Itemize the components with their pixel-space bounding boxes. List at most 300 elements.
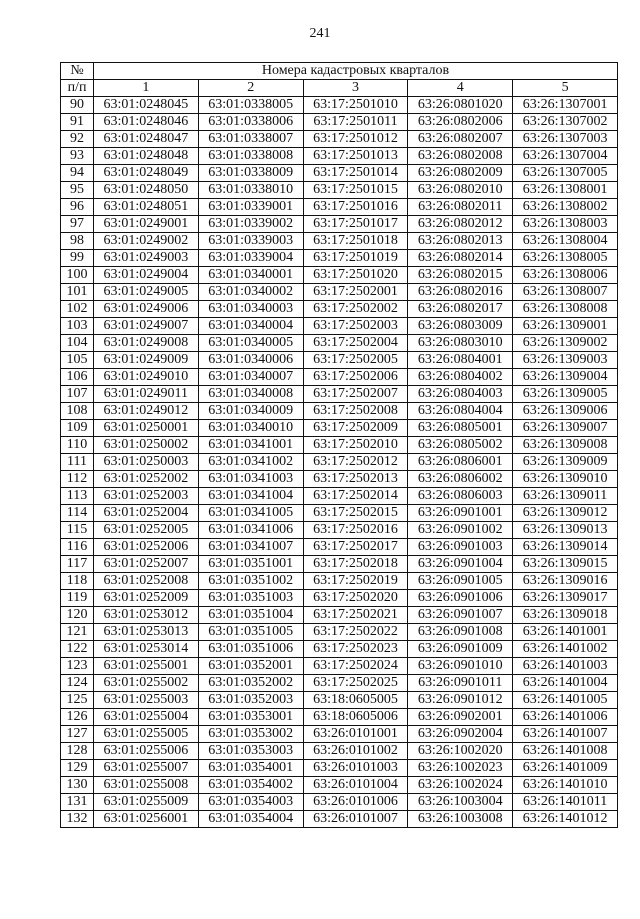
cadastral-number-cell: 63:26:1309009 [513, 454, 618, 471]
cadastral-number-cell: 63:01:0252003 [94, 488, 199, 505]
cadastral-number-cell: 63:01:0252006 [94, 539, 199, 556]
row-number-cell: 101 [61, 284, 94, 301]
cadastral-number-cell: 63:01:0340005 [198, 335, 303, 352]
table-row [61, 318, 618, 335]
cadastral-number-cell: 63:01:0250003 [94, 454, 199, 471]
row-number-cell: 113 [61, 488, 94, 505]
cadastral-number-cell: 63:01:0340001 [198, 267, 303, 284]
cadastral-number-cell: 63:26:1308004 [513, 233, 618, 250]
cadastral-number-cell: 63:17:2502024 [303, 658, 408, 675]
cadastral-number-cell: 63:17:2502016 [303, 522, 408, 539]
row-number-cell: 104 [61, 335, 94, 352]
row-number-cell: 110 [61, 437, 94, 454]
cadastral-number-cell: 63:17:2502017 [303, 539, 408, 556]
cadastral-number-cell: 63:01:0248049 [94, 165, 199, 182]
cadastral-number-cell: 63:01:0338008 [198, 148, 303, 165]
cadastral-number-cell: 63:01:0248046 [94, 114, 199, 131]
row-number-cell: 99 [61, 250, 94, 267]
table-row [61, 675, 618, 692]
cadastral-number-cell: 63:01:0338005 [198, 97, 303, 114]
cadastral-number-cell: 63:01:0253014 [94, 641, 199, 658]
cadastral-number-cell: 63:26:1309013 [513, 522, 618, 539]
row-number-cell: 97 [61, 216, 94, 233]
table-row [61, 97, 618, 114]
cadastral-number-cell: 63:01:0340003 [198, 301, 303, 318]
cadastral-number-cell: 63:01:0255002 [94, 675, 199, 692]
cadastral-number-cell: 63:26:0902001 [408, 709, 513, 726]
cadastral-number-cell: 63:01:0351003 [198, 590, 303, 607]
cadastral-number-cell: 63:01:0339004 [198, 250, 303, 267]
cadastral-number-cell: 63:17:2501017 [303, 216, 408, 233]
column-header: 3 [303, 80, 408, 97]
table-row [61, 692, 618, 709]
cadastral-number-cell: 63:26:1309015 [513, 556, 618, 573]
row-number-cell: 125 [61, 692, 94, 709]
table-row [61, 454, 618, 471]
table-row [61, 233, 618, 250]
cadastral-number-cell: 63:01:0255001 [94, 658, 199, 675]
row-number-cell: 107 [61, 386, 94, 403]
cadastral-number-cell: 63:26:0901007 [408, 607, 513, 624]
table-row [61, 250, 618, 267]
cadastral-number-cell: 63:26:1401003 [513, 658, 618, 675]
table-row [61, 403, 618, 420]
table-body [61, 97, 618, 828]
cadastral-number-cell: 63:26:1307003 [513, 131, 618, 148]
row-number-cell: 131 [61, 794, 94, 811]
table-row [61, 556, 618, 573]
cadastral-number-cell: 63:17:2502010 [303, 437, 408, 454]
cadastral-number-cell: 63:26:0802010 [408, 182, 513, 199]
cadastral-number-cell: 63:26:1002020 [408, 743, 513, 760]
cadastral-number-cell: 63:01:0255005 [94, 726, 199, 743]
cadastral-number-cell: 63:17:2502023 [303, 641, 408, 658]
cadastral-number-cell: 63:26:0805001 [408, 420, 513, 437]
table-row [61, 301, 618, 318]
cadastral-number-cell: 63:17:2502001 [303, 284, 408, 301]
row-number-cell: 98 [61, 233, 94, 250]
cadastral-number-cell: 63:26:1401009 [513, 760, 618, 777]
cadastral-number-cell: 63:01:0339001 [198, 199, 303, 216]
cadastral-number-cell: 63:26:0804003 [408, 386, 513, 403]
table-row [61, 437, 618, 454]
cadastral-number-cell: 63:26:1309016 [513, 573, 618, 590]
row-number-cell: 100 [61, 267, 94, 284]
header-title: Номера кадастровых кварталов [94, 63, 618, 80]
cadastral-number-cell: 63:26:0101004 [303, 777, 408, 794]
table-row [61, 182, 618, 199]
cadastral-number-cell: 63:26:1002024 [408, 777, 513, 794]
cadastral-number-cell: 63:26:0901006 [408, 590, 513, 607]
cadastral-number-cell: 63:26:0802012 [408, 216, 513, 233]
cadastral-number-cell: 63:01:0354002 [198, 777, 303, 794]
cadastral-number-cell: 63:01:0249011 [94, 386, 199, 403]
table-row [61, 641, 618, 658]
cadastral-number-cell: 63:26:0802015 [408, 267, 513, 284]
cadastral-number-cell: 63:26:1309001 [513, 318, 618, 335]
cadastral-number-cell: 63:26:1401007 [513, 726, 618, 743]
row-number-cell: 90 [61, 97, 94, 114]
cadastral-quarters-table [60, 62, 618, 828]
cadastral-number-cell: 63:01:0253013 [94, 624, 199, 641]
cadastral-number-cell: 63:26:0101001 [303, 726, 408, 743]
cadastral-number-cell: 63:26:0802017 [408, 301, 513, 318]
cadastral-number-cell: 63:01:0341001 [198, 437, 303, 454]
cadastral-number-cell: 63:01:0252005 [94, 522, 199, 539]
cadastral-number-cell: 63:18:0605005 [303, 692, 408, 709]
cadastral-number-cell: 63:26:0802006 [408, 114, 513, 131]
cadastral-number-cell: 63:26:0802013 [408, 233, 513, 250]
cadastral-number-cell: 63:17:2502008 [303, 403, 408, 420]
cadastral-number-cell: 63:26:0901010 [408, 658, 513, 675]
table-row [61, 114, 618, 131]
cadastral-number-cell: 63:26:0802011 [408, 199, 513, 216]
cadastral-number-cell: 63:26:1309007 [513, 420, 618, 437]
table-row [61, 607, 618, 624]
cadastral-number-cell: 63:26:1401001 [513, 624, 618, 641]
table-row [61, 199, 618, 216]
cadastral-number-cell: 63:26:1309004 [513, 369, 618, 386]
cadastral-number-cell: 63:17:2501015 [303, 182, 408, 199]
cadastral-number-cell: 63:01:0352003 [198, 692, 303, 709]
cadastral-number-cell: 63:26:0801020 [408, 97, 513, 114]
cadastral-number-cell: 63:01:0352002 [198, 675, 303, 692]
cadastral-number-cell: 63:01:0339002 [198, 216, 303, 233]
cadastral-number-cell: 63:26:1309012 [513, 505, 618, 522]
cadastral-number-cell: 63:18:0605006 [303, 709, 408, 726]
cadastral-number-cell: 63:26:1309014 [513, 539, 618, 556]
cadastral-number-cell: 63:26:0901003 [408, 539, 513, 556]
cadastral-number-cell: 63:01:0341007 [198, 539, 303, 556]
row-number-cell: 126 [61, 709, 94, 726]
cadastral-number-cell: 63:01:0340006 [198, 352, 303, 369]
column-header: 1 [94, 80, 199, 97]
row-number-cell: 128 [61, 743, 94, 760]
cadastral-number-cell: 63:01:0351005 [198, 624, 303, 641]
table-header-row [61, 63, 618, 80]
cadastral-number-cell: 63:26:1308002 [513, 199, 618, 216]
table-row [61, 352, 618, 369]
row-number-cell: 91 [61, 114, 94, 131]
column-header: 4 [408, 80, 513, 97]
cadastral-number-cell: 63:01:0249007 [94, 318, 199, 335]
cadastral-number-cell: 63:17:2502012 [303, 454, 408, 471]
table-row [61, 148, 618, 165]
row-number-cell: 112 [61, 471, 94, 488]
cadastral-number-cell: 63:26:0901004 [408, 556, 513, 573]
cadastral-number-cell: 63:26:0806003 [408, 488, 513, 505]
cadastral-number-cell: 63:01:0340010 [198, 420, 303, 437]
cadastral-number-cell: 63:17:2502021 [303, 607, 408, 624]
cadastral-number-cell: 63:26:0101002 [303, 743, 408, 760]
table-row [61, 131, 618, 148]
cadastral-number-cell: 63:17:2502007 [303, 386, 408, 403]
table-row [61, 488, 618, 505]
cadastral-number-cell: 63:01:0248045 [94, 97, 199, 114]
cadastral-number-cell: 63:01:0252009 [94, 590, 199, 607]
cadastral-number-cell: 63:26:0101007 [303, 811, 408, 828]
cadastral-number-cell: 63:01:0353001 [198, 709, 303, 726]
cadastral-number-cell: 63:17:2501018 [303, 233, 408, 250]
cadastral-number-cell: 63:26:0802014 [408, 250, 513, 267]
cadastral-number-cell: 63:01:0354004 [198, 811, 303, 828]
row-number-cell: 118 [61, 573, 94, 590]
cadastral-number-cell: 63:01:0249012 [94, 403, 199, 420]
cadastral-number-cell: 63:26:0901008 [408, 624, 513, 641]
row-number-cell: 103 [61, 318, 94, 335]
row-number-cell: 119 [61, 590, 94, 607]
cadastral-number-cell: 63:26:1308008 [513, 301, 618, 318]
cadastral-number-cell: 63:26:0803009 [408, 318, 513, 335]
cadastral-number-cell: 63:01:0248048 [94, 148, 199, 165]
cadastral-number-cell: 63:26:0802009 [408, 165, 513, 182]
cadastral-number-cell: 63:17:2502004 [303, 335, 408, 352]
cadastral-number-cell: 63:26:1307004 [513, 148, 618, 165]
cadastral-number-cell: 63:01:0340009 [198, 403, 303, 420]
cadastral-number-cell: 63:26:0901002 [408, 522, 513, 539]
cadastral-number-cell: 63:01:0249005 [94, 284, 199, 301]
row-number-cell: 93 [61, 148, 94, 165]
cadastral-number-cell: 63:17:2502013 [303, 471, 408, 488]
cadastral-number-cell: 63:01:0249008 [94, 335, 199, 352]
cadastral-number-cell: 63:01:0354001 [198, 760, 303, 777]
table-row [61, 658, 618, 675]
cadastral-number-cell: 63:26:0902004 [408, 726, 513, 743]
cadastral-number-cell: 63:17:2501016 [303, 199, 408, 216]
cadastral-number-cell: 63:17:2502014 [303, 488, 408, 505]
cadastral-number-cell: 63:17:2502025 [303, 675, 408, 692]
table-row [61, 573, 618, 590]
cadastral-number-cell: 63:26:1309008 [513, 437, 618, 454]
cadastral-number-cell: 63:01:0341005 [198, 505, 303, 522]
cadastral-number-cell: 63:01:0341002 [198, 454, 303, 471]
cadastral-number-cell: 63:01:0352001 [198, 658, 303, 675]
row-number-cell: 105 [61, 352, 94, 369]
cadastral-number-cell: 63:26:0901005 [408, 573, 513, 590]
row-number-cell: 116 [61, 539, 94, 556]
table-subheader-row [61, 80, 618, 97]
cadastral-number-cell: 63:01:0252007 [94, 556, 199, 573]
cadastral-number-cell: 63:26:1003008 [408, 811, 513, 828]
cadastral-number-cell: 63:26:1309011 [513, 488, 618, 505]
table-row [61, 522, 618, 539]
row-number-cell: 109 [61, 420, 94, 437]
cadastral-number-cell: 63:01:0340007 [198, 369, 303, 386]
cadastral-number-cell: 63:01:0255007 [94, 760, 199, 777]
cadastral-number-cell: 63:26:0805002 [408, 437, 513, 454]
row-number-cell: 114 [61, 505, 94, 522]
column-header: 5 [513, 80, 618, 97]
cadastral-number-cell: 63:01:0249003 [94, 250, 199, 267]
cadastral-number-cell: 63:26:0804004 [408, 403, 513, 420]
header-number: № [61, 63, 94, 80]
cadastral-number-cell: 63:26:1308006 [513, 267, 618, 284]
table-row [61, 284, 618, 301]
cadastral-number-cell: 63:26:0802016 [408, 284, 513, 301]
table-row [61, 794, 618, 811]
cadastral-number-cell: 63:17:2501019 [303, 250, 408, 267]
cadastral-number-cell: 63:26:1401004 [513, 675, 618, 692]
cadastral-number-cell: 63:01:0351006 [198, 641, 303, 658]
table-row [61, 267, 618, 284]
cadastral-number-cell: 63:17:2501020 [303, 267, 408, 284]
cadastral-number-cell: 63:01:0340008 [198, 386, 303, 403]
cadastral-number-cell: 63:26:0901009 [408, 641, 513, 658]
cadastral-number-cell: 63:26:0901012 [408, 692, 513, 709]
row-number-cell: 121 [61, 624, 94, 641]
cadastral-number-cell: 63:01:0249002 [94, 233, 199, 250]
cadastral-number-cell: 63:01:0248051 [94, 199, 199, 216]
cadastral-number-cell: 63:01:0255004 [94, 709, 199, 726]
cadastral-number-cell: 63:26:1401010 [513, 777, 618, 794]
row-number-cell: 102 [61, 301, 94, 318]
cadastral-number-cell: 63:26:1309005 [513, 386, 618, 403]
table-row [61, 216, 618, 233]
cadastral-number-cell: 63:26:1401002 [513, 641, 618, 658]
row-number-cell: 130 [61, 777, 94, 794]
cadastral-number-cell: 63:01:0353003 [198, 743, 303, 760]
row-number-cell: 120 [61, 607, 94, 624]
cadastral-number-cell: 63:26:1309017 [513, 590, 618, 607]
cadastral-number-cell: 63:01:0252002 [94, 471, 199, 488]
cadastral-number-cell: 63:01:0249001 [94, 216, 199, 233]
cadastral-number-cell: 63:01:0341006 [198, 522, 303, 539]
table-row [61, 539, 618, 556]
cadastral-number-cell: 63:26:1309003 [513, 352, 618, 369]
cadastral-number-cell: 63:17:2502003 [303, 318, 408, 335]
cadastral-number-cell: 63:26:0101006 [303, 794, 408, 811]
cadastral-number-cell: 63:26:1307001 [513, 97, 618, 114]
row-number-cell: 122 [61, 641, 94, 658]
cadastral-number-cell: 63:26:1401005 [513, 692, 618, 709]
row-number-cell: 123 [61, 658, 94, 675]
cadastral-number-cell: 63:01:0255006 [94, 743, 199, 760]
cadastral-number-cell: 63:17:2502006 [303, 369, 408, 386]
table-row [61, 471, 618, 488]
table-row [61, 369, 618, 386]
table-row [61, 624, 618, 641]
cadastral-number-cell: 63:26:0802008 [408, 148, 513, 165]
cadastral-number-cell: 63:17:2502020 [303, 590, 408, 607]
cadastral-number-cell: 63:17:2501011 [303, 114, 408, 131]
cadastral-number-cell: 63:01:0255008 [94, 777, 199, 794]
row-number-cell: 92 [61, 131, 94, 148]
row-number-cell: 129 [61, 760, 94, 777]
cadastral-number-cell: 63:01:0255009 [94, 794, 199, 811]
row-number-cell: 127 [61, 726, 94, 743]
cadastral-number-cell: 63:17:2501014 [303, 165, 408, 182]
cadastral-number-cell: 63:01:0338006 [198, 114, 303, 131]
cadastral-number-cell: 63:17:2502009 [303, 420, 408, 437]
cadastral-number-cell: 63:26:0806002 [408, 471, 513, 488]
cadastral-number-cell: 63:01:0249006 [94, 301, 199, 318]
cadastral-number-cell: 63:26:1003004 [408, 794, 513, 811]
cadastral-number-cell: 63:26:1401012 [513, 811, 618, 828]
cadastral-number-cell: 63:26:0101003 [303, 760, 408, 777]
cadastral-number-cell: 63:01:0339003 [198, 233, 303, 250]
table-row [61, 505, 618, 522]
row-number-cell: 108 [61, 403, 94, 420]
cadastral-number-cell: 63:17:2502005 [303, 352, 408, 369]
cadastral-number-cell: 63:01:0353002 [198, 726, 303, 743]
cadastral-number-cell: 63:26:1401008 [513, 743, 618, 760]
cadastral-number-cell: 63:01:0351001 [198, 556, 303, 573]
cadastral-number-cell: 63:26:0803010 [408, 335, 513, 352]
cadastral-number-cell: 63:01:0252004 [94, 505, 199, 522]
cadastral-number-cell: 63:17:2502019 [303, 573, 408, 590]
cadastral-number-cell: 63:26:1308005 [513, 250, 618, 267]
cadastral-number-cell: 63:26:1308001 [513, 182, 618, 199]
cadastral-number-cell: 63:26:0901011 [408, 675, 513, 692]
cadastral-number-cell: 63:17:2501010 [303, 97, 408, 114]
cadastral-number-cell: 63:26:1309018 [513, 607, 618, 624]
cadastral-number-cell: 63:26:0901001 [408, 505, 513, 522]
cadastral-number-cell: 63:01:0253012 [94, 607, 199, 624]
cadastral-number-cell: 63:01:0354003 [198, 794, 303, 811]
column-header: 2 [198, 80, 303, 97]
row-number-cell: 124 [61, 675, 94, 692]
table-row [61, 743, 618, 760]
cadastral-number-cell: 63:26:1309010 [513, 471, 618, 488]
cadastral-number-cell: 63:26:1308003 [513, 216, 618, 233]
cadastral-number-cell: 63:26:0804002 [408, 369, 513, 386]
table-row [61, 590, 618, 607]
row-number-cell: 95 [61, 182, 94, 199]
row-number-cell: 106 [61, 369, 94, 386]
cadastral-number-cell: 63:01:0250001 [94, 420, 199, 437]
cadastral-number-cell: 63:01:0338009 [198, 165, 303, 182]
table-row [61, 709, 618, 726]
cadastral-number-cell: 63:01:0340004 [198, 318, 303, 335]
cadastral-number-cell: 63:01:0249009 [94, 352, 199, 369]
table-row [61, 165, 618, 182]
cadastral-number-cell: 63:26:1002023 [408, 760, 513, 777]
cadastral-number-cell: 63:26:1309002 [513, 335, 618, 352]
cadastral-number-cell: 63:01:0252008 [94, 573, 199, 590]
cadastral-number-cell: 63:01:0341003 [198, 471, 303, 488]
cadastral-number-cell: 63:26:1401006 [513, 709, 618, 726]
header-sub: п/п [61, 80, 94, 97]
cadastral-number-cell: 63:17:2502015 [303, 505, 408, 522]
cadastral-number-cell: 63:01:0338007 [198, 131, 303, 148]
cadastral-number-cell: 63:26:1307002 [513, 114, 618, 131]
row-number-cell: 117 [61, 556, 94, 573]
table-row [61, 777, 618, 794]
cadastral-number-cell: 63:17:2502002 [303, 301, 408, 318]
cadastral-number-cell: 63:01:0340002 [198, 284, 303, 301]
row-number-cell: 94 [61, 165, 94, 182]
page-number: 241 [309, 26, 331, 41]
table-row [61, 811, 618, 828]
cadastral-number-cell: 63:01:0338010 [198, 182, 303, 199]
cadastral-number-cell: 63:26:1307005 [513, 165, 618, 182]
cadastral-number-cell: 63:17:2501013 [303, 148, 408, 165]
cadastral-number-cell: 63:01:0248050 [94, 182, 199, 199]
cadastral-number-cell: 63:01:0351002 [198, 573, 303, 590]
table-row [61, 726, 618, 743]
table-row [61, 386, 618, 403]
table-row [61, 335, 618, 352]
table-row [61, 760, 618, 777]
cadastral-number-cell: 63:01:0248047 [94, 131, 199, 148]
cadastral-number-cell: 63:01:0249004 [94, 267, 199, 284]
cadastral-number-cell: 63:01:0341004 [198, 488, 303, 505]
cadastral-number-cell: 63:01:0255003 [94, 692, 199, 709]
cadastral-number-cell: 63:26:1308007 [513, 284, 618, 301]
cadastral-number-cell: 63:01:0250002 [94, 437, 199, 454]
row-number-cell: 115 [61, 522, 94, 539]
cadastral-number-cell: 63:26:0802007 [408, 131, 513, 148]
